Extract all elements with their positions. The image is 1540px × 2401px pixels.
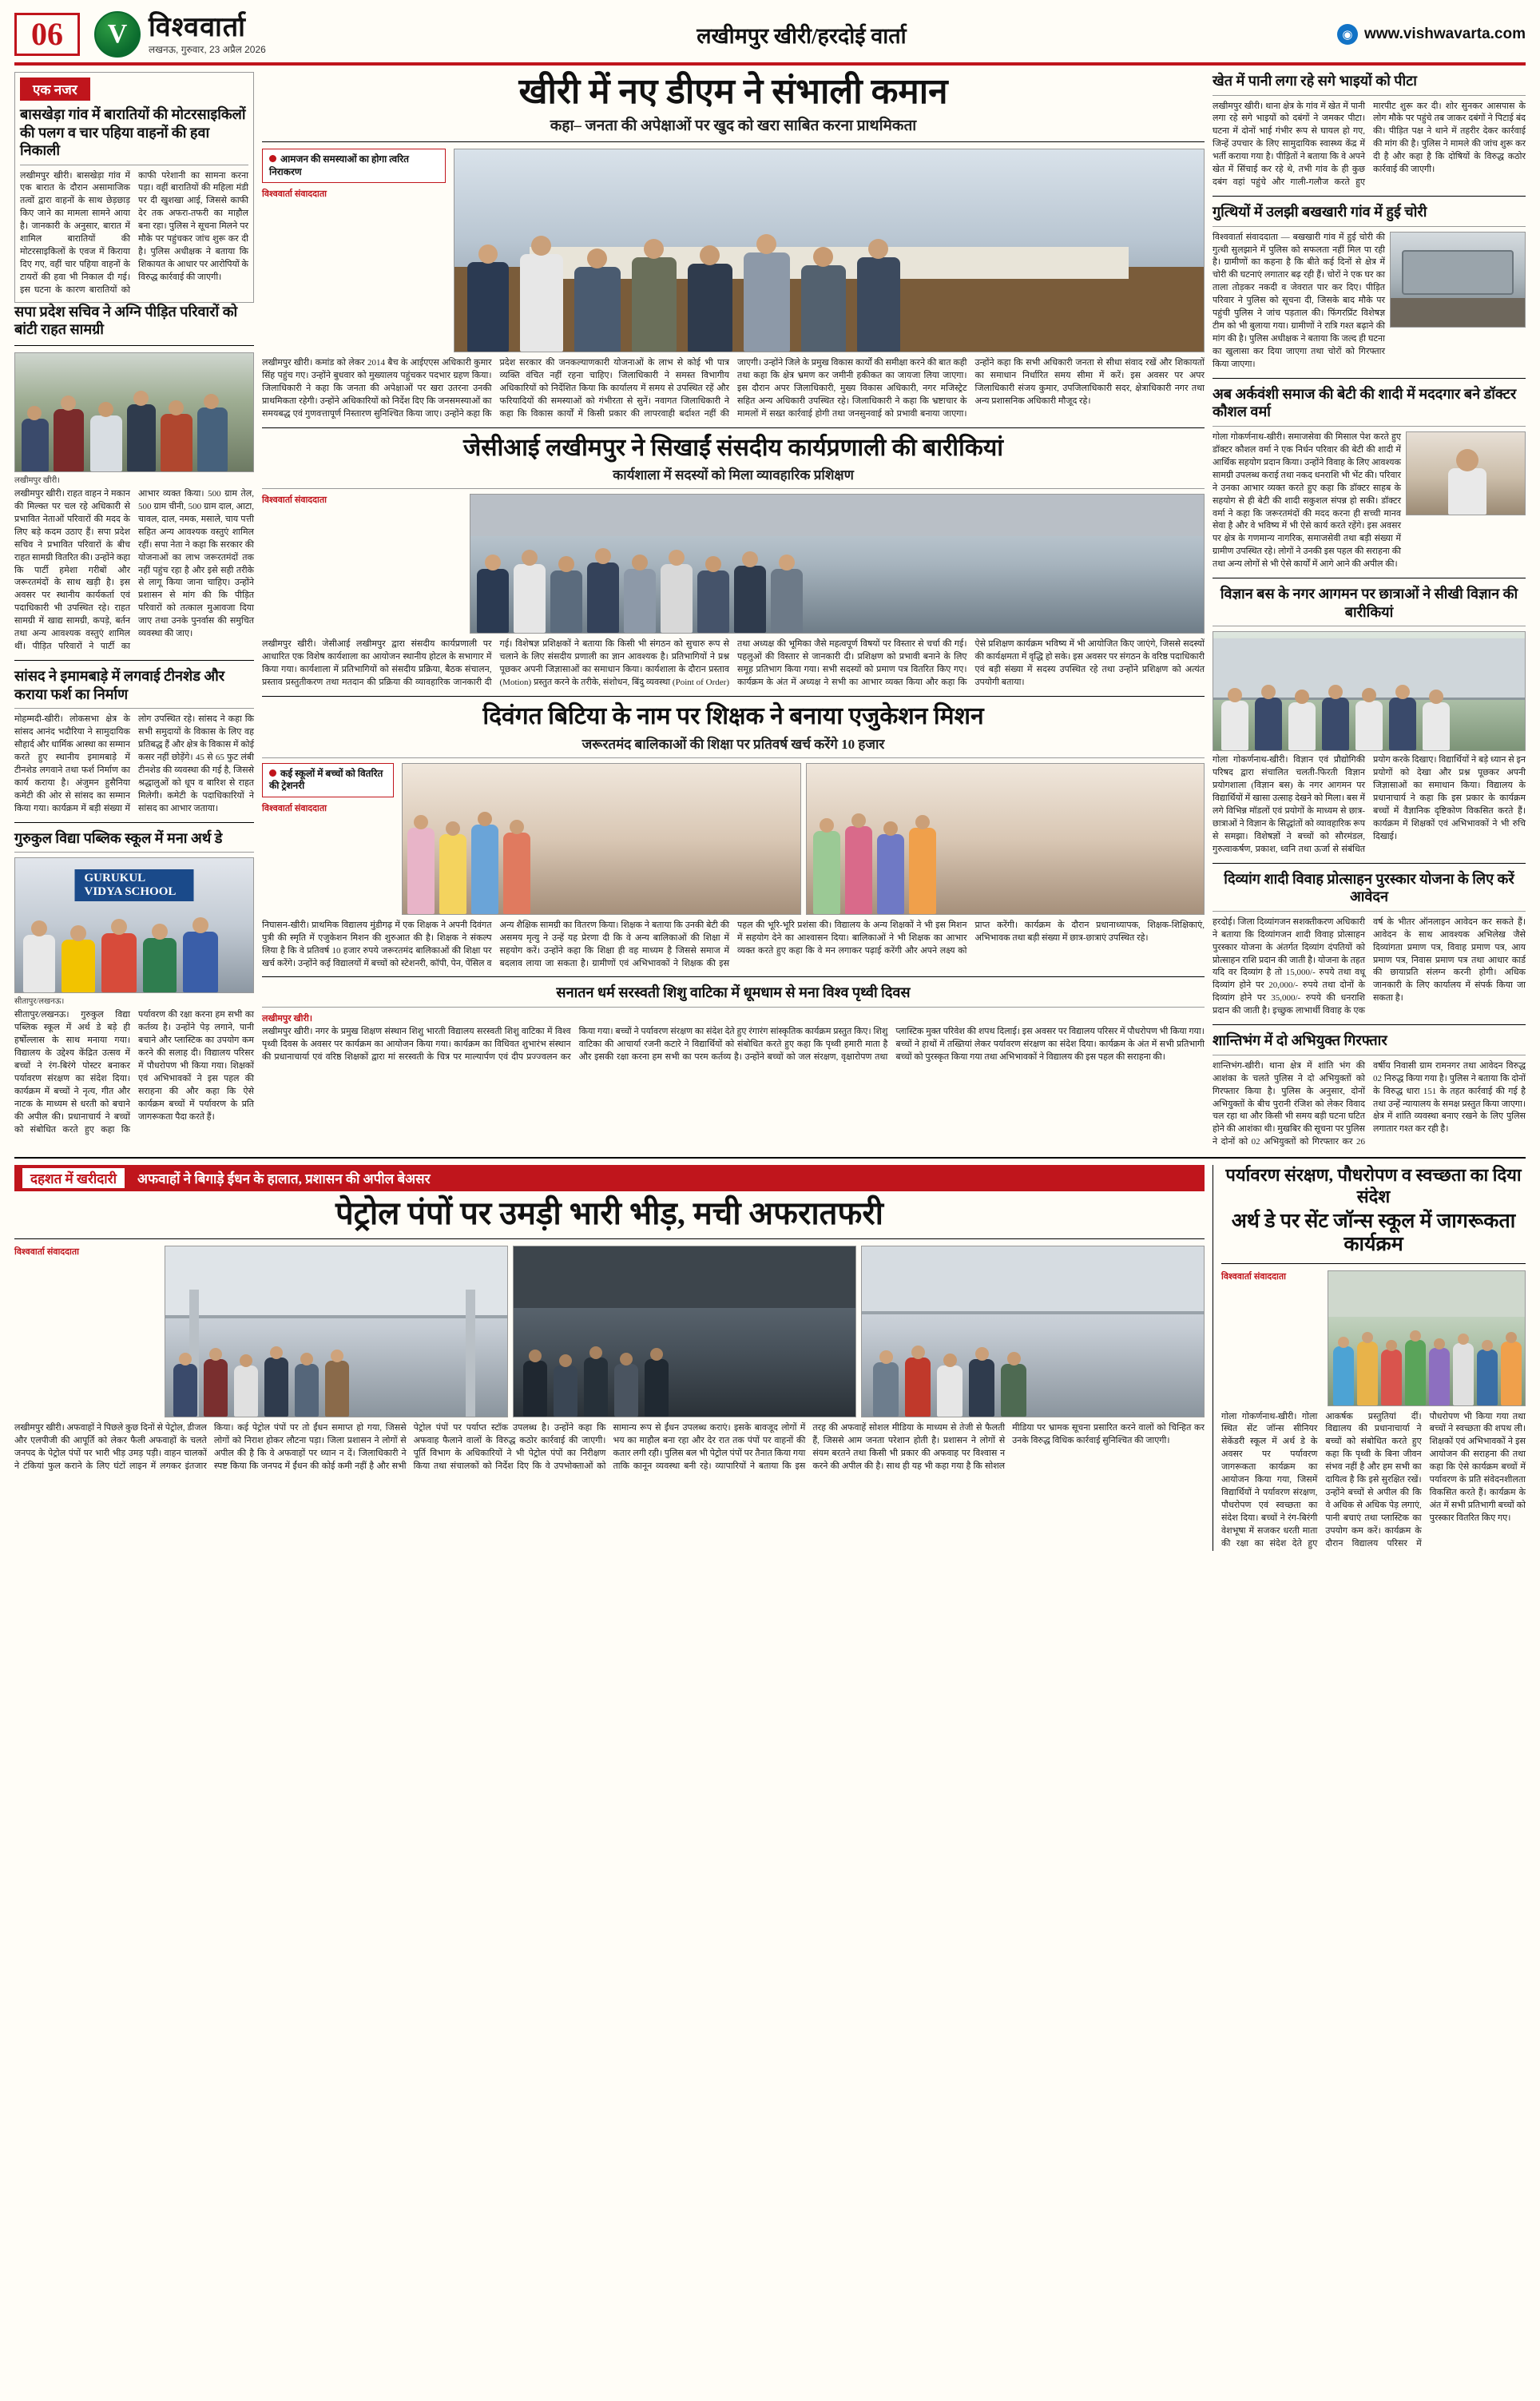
right-s6-body: शान्तिभंग-खीरी। थाना क्षेत्र में शांति भंग की आशंका के चलते पुलिस ने दो अभियुक्तों को गिरफ्तार किया है। पुलिस के अनुसार, दोनों अभियुक्तों के बीच पुरानी रंजिश को लेकर विवाद चल रहा था और किसी भी समय बड़ी घटना घटित होने की आशंका थी। मुखबिर की सूचना पर पुलिस ने दोनों को 02 अभियुक्तों को गिरफ्तार कर 26 वर्षीय निवासी ग्राम रामनगर तथा आवेदन विरुद्ध 02 निरुद्ध किया गया है। पुलिस ने बताया कि दोनों के विरुद्ध धारा 151 के तहत कार्रवाई की गई है तथा उन्हें न्यायालय के समक्ष प्रस्तुत किया जाएगा। क्षेत्र में शांति व्यवस्था बनाए रखने के लिए पुलिस लगातार गश्त कर रही है। — [1213, 1060, 1526, 1147]
left-story2-body: लखीमपुर खीरी। राहत वाहन ने मकान की मिल्क्त पर चल रहे अधिकारी से प्रभावित नेताओं परिवारों की मदद के लिए बड़े कदम उठाए हैं। सपा प्रदेश सचिव ने प्रभावित परिवारों के बीच राहत सामग्री वितरित की। उन्होंने कहा कि पार्टी हमेशा गरीबों और जरूरतमंदों के साथ खड़ी है। इस अवसर पर स्थानीय कार्यकर्ता एवं पदाधिकारी भी उपस्थित रहे। राहत सामग्री में खाद्य सामग्री, कपड़े, बर्तन तथा अन्य आवश्यक वस्तुएं शामिल थीं। पीड़ित परिवारों ने पार्टी का आभार व्यक्त किया। 500 ग्राम तेल, 500 ग्राम चीनी, 500 ग्राम दाल, आटा, चावल, दाल, नमक, मसाले, चाय पत्ती सहित अन्य आवश्यक वस्तुएं शामिल रहीं। सपा नेता ने कहा कि सरकार की योजनाओं का लाभ जरूरतमंदों तक नहीं पहुंच रहा है और इसे सही तरीके से लागू किया जाना चाहिए। उन्होंने प्रशासन से मांग की कि पीड़ित परिवारों को तत्काल मुआवजा दिया जाए तथा उनके पुनर्वास की समुचित व्यवस्था की जाए। — [14, 488, 254, 652]
petrol-banner-tag: दहशत में खरीदारी — [22, 1168, 125, 1188]
relief-distribution-photo — [14, 352, 254, 472]
jci-headline: जेसीआई लखीमपुर ने सिखाईं संसदीय कार्यप्रणाली की बारीकियां — [462, 434, 1004, 461]
ek-nazar-box — [14, 72, 254, 303]
env-byline: विश्ववार्ता संवाददाता — [1221, 1271, 1286, 1282]
petrol-banner-text: अफवाहों ने बिगाड़े ईंधन के हालात, प्रशासन की अपील बेअसर — [137, 1171, 431, 1187]
gurukul-school-photo: GURUKUL VIDYA SCHOOL — [14, 857, 254, 993]
left-story3-body: मोहम्मदी-खीरी। लोकसभा क्षेत्र के सांसद आनंद भदौरिया ने सामुदायिक सौहार्द और धार्मिक आस्था का सम्मान करते हुए स्थानीय इमामबाड़े में टीनशेड लगवाने तथा फर्श निर्माण का कार्य कराया है। अंजुमन हुसैनिया कमेटी की ओर से सांसद का सम्मान किया गया। कार्यक्रम में बड़ी संख्या में लोग उपस्थित रहे। सांसद ने कहा कि सभी समुदायों के विकास के लिए वह प्रतिबद्ध हैं और क्षेत्र के विकास में कोई कसर नहीं छोड़ेंगे। 45 से 65 फुट लंबी टीनशेड की व्यवस्था की गई है, जिससे श्रद्धालुओं को धूप व बारिश से राहत मिलेगी। कमेटी के पदाधिकारियों ने सांसद का आभार जताया। — [14, 714, 254, 813]
earth-day-school-photo — [1328, 1270, 1526, 1406]
masthead — [14, 11, 1526, 66]
petrol-pump-photo-1 — [165, 1246, 508, 1417]
right-s2-body: विश्ववार्ता संवाददाता — बखखारी गांव में हुई चोरी की गुत्थी सुलझाने में पुलिस को सफलता नहीं मिल पा रही है। ग्रामीणों का कहना है कि बीते कई दिनों से क्षेत्र में चोरी की घटनाएं लगातार बढ़ रही हैं। चोरों ने एक घर का ताला तोड़कर नकदी व जेवरात पार कर दिए। पीड़ित परिवार ने पुलिस को सूचना दी, जिसके बाद मौके पर पहुंची पुलिस ने जांच पड़ताल की। फिंगरप्रिंट विशेषज्ञ टीम को भी बुलाया गया। ग्रामीणों ने रात्रि गश्त बढ़ाने की मांग की है। पुलिस अधीक्षक ने बताया कि जल्द ही घटना का खुलासा कर दिया जाएगा तथा चोरों को गिरफ्तार किया जाएगा। — [1213, 232, 1385, 369]
logo-globe-icon: V — [94, 11, 141, 58]
logo-edition-date: लखनऊ, गुरुवार, 23 अप्रैल 2026 — [149, 44, 266, 56]
bottom-section — [14, 1157, 1526, 1551]
petrol-banner — [14, 1165, 1205, 1191]
website-block[interactable] — [1337, 24, 1526, 45]
bullet-dot-icon-2 — [269, 769, 276, 777]
theft-scene-photo — [1390, 232, 1526, 328]
edu-byline: विश्ववार्ता संवाददाता — [262, 803, 327, 813]
left-story3-headline: सांसद ने इमामबाड़े में लगवाई टीनशेड और कराया फर्श का निर्माण — [14, 668, 225, 702]
website-url[interactable]: www.vishwavarta.com — [1363, 26, 1526, 42]
page-number: 06 — [14, 13, 80, 56]
earth-day-shishu-byline: लखीमपुर खीरी। — [262, 1013, 313, 1024]
right-s1-headline: खेत में पानी लगा रहे सगे भाइयों को पीटा — [1213, 73, 1417, 89]
right-s4-headline: विज्ञान बस के नगर आगमन पर छात्राओं ने सीखी विज्ञान की बारीकियां — [1220, 586, 1518, 620]
petrol-pump-photo-2 — [513, 1246, 856, 1417]
right-s2-headline: गुत्थियों में उलझी बखखारी गांव में हुई चोरी — [1213, 204, 1427, 221]
left-lead-headline: बासखेड़ा गांव में बारातियों की मोटरसाइकिलों की पलग व चार पहिया वाहनों की हवा निकाली — [20, 106, 246, 158]
edu-mission-headline: दिवंगत बिटिया के नाम पर शिक्षक ने बनाया एजुकेशन मिशन — [482, 703, 984, 730]
gurukul-photo-caption: सीतापुर/लखनऊ। — [14, 997, 65, 1007]
jci-group-photo — [470, 494, 1205, 634]
newspaper-logo — [94, 11, 266, 58]
science-bus-photo — [1213, 631, 1526, 751]
right-s6-headline: शान्तिभंग में दो अभियुक्त गिरफ्तार — [1213, 1032, 1387, 1049]
edu-mission-body: निघासन-खीरी। प्राथमिक विद्यालय मुंडीगढ़ में एक शिक्षक ने अपनी दिवंगत पुत्री की स्मृति में एजुकेशन मिशन की शुरुआत की है। शिक्षक ने संकल्प लिया है कि वे प्रतिवर्ष 10 हजार रुपये जरूरतमंद बालिकाओं की शिक्षा पर खर्च करेंगे। उन्होंने कई विद्यालयों में बच्चों को स्टेशनरी, कॉपी, पेन, पेंसिल व अन्य शैक्षिक सामग्री का वितरण किया। शिक्षक ने बताया कि उनकी बेटी की असमय मृत्यु ने उन्हें यह प्रेरणा दी कि वे अन्य बालिकाओं की शिक्षा में सहयोग करें। उन्होंने कहा कि शिक्षा ही वह माध्यम है जिससे समाज में बदलाव लाया जा सकता है। ग्रामीणों एवं अभिभावकों ने शिक्षक की इस पहल की भूरि-भूरि प्रशंसा की। विद्यालय के अन्य शिक्षकों ने भी इस मिशन में सहयोग देने का आश्वासन दिया। बालिकाओं ने भी शिक्षक का आभार व्यक्त करते हुए कहा कि वे मन लगाकर पढ़ाई करेंगी और अपने लक्ष्य को प्राप्त करेंगी। कार्यक्रम के दौरान प्रधानाध्यापक, शिक्षक-शिक्षिकाएं, अभिभावक तथा बड़ी संख्या में छात्र-छात्राएं उपस्थित रहे। — [262, 920, 1205, 968]
petrol-pump-photo-3 — [861, 1246, 1205, 1417]
main-headline: खीरी में नए डीएम ने संभाली कमान — [518, 72, 948, 111]
right-s5-body: हरदोई। जिला दिव्यांगजन सशक्तीकरण अधिकारी ने बताया कि दिव्यांगजन शादी विवाह प्रोत्साहन पुरस्कार योजना के अंतर्गत दिव्यांग दंपतियों को प्रोत्साहन राशि प्रदान की जाती है। योजना के तहत यदि वर दिव्यांग है तो 15,000/- रुपये तथा वधू दिव्यांग होने पर 20,000/- रुपये तथा दोनों के दिव्यांग होने पर 35,000/- रुपये की धनराशि प्रदान की जाती है। इच्छुक लाभार्थी विवाह के एक वर्ष के भीतर ऑनलाइन आवेदन कर सकते हैं। आवेदन के साथ आवश्यक अभिलेख जैसे दिव्यांगता प्रमाण पत्र, विवाह प्रमाण पत्र, आय प्रमाण पत्र, निवास प्रमाण पत्र तथा आधार कार्ड की छायाप्रति संलग्न करनी होगी। अधिक जानकारी के लिए कार्यालय में संपर्क किया जा सकता है। — [1213, 916, 1526, 1016]
right-s5-headline: दिव्यांग शादी विवाह प्रोत्साहन पुरस्कार योजना के लिए करें आवेदन — [1224, 870, 1514, 905]
main-bullet-text: आमजन की समस्याओं का होगा त्वरित निराकरण — [269, 153, 409, 177]
left-lead-body: लखीमपुर खीरी। बासखेड़ा गांव में एक बारात के दौरान असामाजिक तत्वों द्वारा वाहनों के साथ छेड़छाड़ किए जाने का मामला सामने आया है। जानकारी के अनुसार, बारात में शामिल बारातियों की मोटरसाइकिलों के एवज में किराया दिए गए, वहीं चार पहिया वाहनों के टायरों की हवा भी निकाल दी गई। इस घटना के कारण बारातियों को काफी परेशानी का सामना करना पड़ा। वहीं बारातियों की महिला मंडी पर दी खुशखा आई, जिससे काफी देर तक अफरा-तफरी का माहौल बना रहा। पुलिस ने सूचना मिलने पर मौके पर पहुंचकर जांच शुरू कर दी है। पुलिस अधीक्षक ने बताया कि शिकायत के आधार पर आरोपियों के विरुद्ध कार्रवाई की जाएगी। — [20, 170, 248, 295]
relief-photo-caption: लखीमपुर खीरी। — [14, 475, 61, 485]
top-section — [14, 72, 1526, 1149]
right-column — [1213, 72, 1526, 1149]
stationery-distribution-photo-1 — [402, 763, 801, 915]
env-body: गोला गोकर्णनाथ-खीरी। गोला स्थित सेंट जॉन्स सीनियर सेकेंडरी स्कूल में अर्थ डे के अवसर पर पर्यावरण जागरूकता कार्यक्रम का आयोजन किया गया, जिसमें विद्यार्थियों ने पर्यावरण संरक्षण, पौधरोपण एवं स्वच्छता का संदेश दिया। बच्चों ने रंग-बिरंगी वेशभूषा में सजकर धरती माता की रक्षा का संदेश देते हुए आकर्षक प्रस्तुतियां दीं। विद्यालय की प्रधानाचार्या ने बच्चों को संबोधित करते हुए कहा कि पृथ्वी के बिना जीवन संभव नहीं है और हम सभी का दायित्व है कि इसे सुरक्षित रखें। उन्होंने बच्चों से अपील की कि वे अधिक से अधिक पेड़ लगाएं, पानी बचाएं तथा प्लास्टिक का उपयोग कम करें। कार्यक्रम के दौरान विद्यालय परिसर में पौधरोपण भी किया गया तथा बच्चों ने स्वच्छता की शपथ ली। शिक्षकों एवं अभिभावकों ने इस आयोजन की सराहना की तथा कहा कि ऐसे कार्यक्रम बच्चों में पर्यावरण के प्रति संवेदनशीलता विकसित करते हैं। कार्यक्रम के अंत में सभी प्रतिभागी बच्चों को पुरस्कार वितरित किए गए। — [1221, 1411, 1526, 1548]
env-banner-text: पर्यावरण संरक्षण, पौधरोपण व स्वच्छता का दिया संदेश — [1225, 1165, 1522, 1206]
right-s3-body: गोला गोकर्णनाथ-खीरी। समाजसेवा की मिसाल पेश करते हुए डॉक्टर कौशल वर्मा ने एक निर्धन परिवार की बेटी की शादी में आर्थिक सहयोग प्रदान किया। उन्होंने विवाह के लिए आवश्यक सामग्री उपलब्ध कराई तथा नकद धनराशि भी भेंट की। परिवार ने उनका आभार व्यक्त करते हुए कहा कि डॉक्टर साहब के सहयोग से ही बेटी की शादी सकुशल संपन्न हो सकी। डॉक्टर वर्मा ने कहा कि जरूरतमंदों की मदद करना ही सच्ची मानव सेवा है और वे भविष्य में भी ऐसे कार्य करते रहेंगे। इस अवसर पर क्षेत्र के गणमान्य नागरिक, समाजसेवी तथा बड़ी संख्या में ग्रामीण उपस्थित रहे। लोगों ने उनकी इस पहल की सराहना की तथा अन्य लोगों से भी ऐसे कार्यों में आगे आने की अपील की। — [1213, 431, 1401, 570]
globe-icon: ◉ — [1337, 24, 1358, 45]
petrol-byline: विश्ववार्ता संवाददाता — [14, 1247, 79, 1258]
right-s1-body: लखीमपुर खीरी। थाना क्षेत्र के गांव में खेत में पानी लगा रहे सगे भाइयों को दबंगों ने जमकर पीटा। घटना में दोनों भाई गंभीर रूप से घायल हो गए, जिन्हें उपचार के लिए सामुदायिक स्वास्थ्य केंद्र में भर्ती कराया गया है। पीड़ितों ने बताया कि वे अपने खेत में सिंचाई कर रहे थे, तभी गांव के ही कुछ दबंग वहां पहुंचे और गाली-गलौज करते हुए मारपीट शुरू कर दी। शोर सुनकर आसपास के लोग मौके पर पहुंचे तब जाकर दबंगों ने पिटाई बंद की। पीड़ित पक्ष ने थाने में तहरीर देकर कार्रवाई की मांग की है। पुलिस ने मामले की जांच शुरू कर दी है और कहा है कि दोषियों के विरुद्ध कठोर कार्रवाई की जाएगी। — [1213, 101, 1526, 188]
environment-story — [1213, 1165, 1526, 1551]
bullet-dot-icon — [269, 155, 276, 162]
earth-day-shishu-body: लखीमपुर खीरी। नगर के प्रमुख शिक्षण संस्थान शिशु भारती विद्यालय सरस्वती शिशु वाटिका में विश्व पृथ्वी दिवस के अवसर पर कार्यक्रम का आयोजन किया गया। कार्यक्रम का विधिवत शुभारंभ संस्थान की प्रधानाचार्या एवं वरिष्ठ शिक्षकों द्वारा मां सरस्वती के चित्र पर माल्यार्पण एवं दीप प्रज्ज्वलन कर किया गया। बच्चों ने पर्यावरण संरक्षण का संदेश देते हुए रंगारंग सांस्कृतिक कार्यक्रम प्रस्तुत किए। शिशु वाटिका की आचार्या रजनी कटारे ने विद्यार्थियों को संबोधित करते हुए कहा कि पृथ्वी हमारी माता है और इसकी रक्षा करना हम सभी का परम कर्तव्य है। उन्होंने बच्चों को जल संरक्षण, वृक्षारोपण तथा प्लास्टिक मुक्त परिवेश की शपथ दिलाई। इस अवसर पर विद्यालय परिसर में पौधरोपण भी किया गया। बच्चों ने हाथों में तख्तियां लेकर पर्यावरण संरक्षण का संदेश दिया। कार्यक्रम के अंत में सभी प्रतिभागी बच्चों को पुरस्कृत किया गया तथा अभिभावकों ने विद्यालय की इस पहल की सराहना की। — [262, 1026, 1205, 1062]
right-s4-body: गोला गोकर्णनाथ-खीरी। विज्ञान एवं प्रौद्योगिकी परिषद द्वारा संचालित चलती-फिरती विज्ञान प्रयोगशाला (विज्ञान बस) के नगर आगमन पर विद्यार्थियों में खासा उत्साह देखने को मिला। बस में लगे विभिन्न मॉडलों एवं प्रयोगों के माध्यम से छात्र-छात्राओं ने विज्ञान के सिद्धांतों को व्यावहारिक रूप से समझा। विशेषज्ञों ने बच्चों को सौरमंडल, गुरुत्वाकर्षण, प्रकाश, ध्वनि तथा ऊर्जा से संबंधित प्रयोग करके दिखाए। विद्यार्थियों ने बड़े ध्यान से इन प्रयोगों को देखा और प्रश्न पूछकर अपनी जिज्ञासाओं का समाधान किया। विद्यालय के प्रधानाचार्य ने कहा कि इस प्रकार के कार्यक्रम बच्चों में वैज्ञानिक दृष्टिकोण विकसित करते हैं। कार्यक्रम में शिक्षकों एवं अभिभावकों ने भी रुचि दिखाई। — [1213, 755, 1526, 854]
left-column — [14, 72, 254, 1149]
left-story2-headline: सपा प्रदेश सचिव ने अग्नि पीड़ित परिवारों को बांटी राहत सामग्री — [14, 303, 238, 338]
edition-title: लखीमपुर खीरी/हरदोई वार्ता — [697, 23, 907, 48]
dm-charge-photo — [454, 149, 1205, 352]
petrol-headline: पेट्रोल पंपों पर उमड़ी भारी भीड़, मची अफरातफरी — [335, 1195, 884, 1232]
env-headline: अर्थ डे पर सेंट जॉन्स स्कूल में जागरूकता कार्यक्रम — [1231, 1210, 1516, 1255]
doctor-portrait-photo — [1406, 431, 1526, 515]
main-body: लखीमपुर खीरी। कमांड को लेकर 2014 बैच के आईएएस अधिकारी कुमार सिंह पहुंच गए। उन्होंने बुधवार को मुख्यालय पहुंचकर पदभार ग्रहण किया। जिलाधिकारी ने कहा कि जनता की अपेक्षाओं पर खरा उतरना उनकी प्राथमिकता रहेगी। उन्होंने अधिकारियों को निर्देश दिए कि जनसमस्याओं का समयबद्ध एवं गुणवत्तापूर्ण निस्तारण सुनिश्चित किया जाए। उन्होंने कहा कि प्रदेश सरकार की जनकल्याणकारी योजनाओं के लाभ से कोई भी पात्र व्यक्ति वंचित नहीं रहना चाहिए। जिलाधिकारी ने समस्त विभागीय अधिकारियों को निर्देशित किया कि कार्यालय में समय से उपस्थित रहें और फरियादियों की समस्याओं को गंभीरता से सुनें। नवागत जिलाधिकारी ने कहा कि विकास कार्यों में किसी प्रकार की लापरवाही बर्दाश्त नहीं की जाएगी। उन्होंने जिले के प्रमुख विकास कार्यों की समीक्षा करने की बात कही तथा कहा कि क्षेत्र भ्रमण कर जमीनी हकीकत का जायजा लिया जाएगा। इस दौरान अपर जिलाधिकारी, मुख्य विकास अधिकारी, नगर मजिस्ट्रेट सहित अन्य अधिकारी उपस्थित रहे। जिलाधिकारी ने कहा कि भ्रष्टाचार के मामलों में सख्त कार्रवाई होगी तथा जनसुनवाई को प्रभावी बनाया जाएगा। उन्होंने कहा कि सभी अधिकारी जनता से सीधा संवाद रखें और शिकायतों का समाधान निर्धारित समय सीमा में करें। इस अवसर पर अपर जिलाधिकारी संजय कुमार, उपजिलाधिकारी सदर, क्षेत्राधिकारी नगर तथा अन्य प्रशासनिक अधिकारी मौजूद रहे। — [262, 358, 1205, 419]
left-story4-body: सीतापुर/लखनऊ। गुरुकुल विद्या पब्लिक स्कूल में अर्थ डे बड़े ही हर्षोल्लास के साथ मनाया गया। विद्यालय के उद्देश्य केंद्रित उत्सव में बच्चों ने रंग-बिरंगे पोस्टर बनाकर पर्यावरण संरक्षण का संदेश दिया। कार्यक्रम में बच्चों ने नृत्य, गीत और नाटक के माध्यम से धरती को बचाने की अपील की। प्रधानाचार्य ने बच्चों को संबोधित करते हुए कहा कि पर्यावरण की रक्षा करना हम सभी का कर्तव्य है। उन्होंने पेड़ लगाने, पानी बचाने और प्लास्टिक का उपयोग कम करने की सलाह दी। विद्यालय परिसर में पौधरोपण भी किया गया। शिक्षकों एवं अभिभावकों ने इस पहल की सराहना की और कहा कि ऐसे कार्यक्रम बच्चों में पर्यावरण के प्रति जागरूकता पैदा करते हैं। — [14, 1010, 254, 1135]
earth-day-shishu-headline: सनातन धर्म सरस्वती शिशु वाटिका में धूमधाम से मना विश्व पृथ्वी दिवस — [556, 984, 911, 1001]
jci-subheadline: कार्यशाला में सदस्यों को मिला व्यावहारिक प्रशिक्षण — [613, 467, 854, 483]
logo-title: विश्ववार्ता — [149, 13, 246, 43]
main-subheadline: कहा– जनता की अपेक्षाओं पर खुद को खरा साबित करना प्राथमिकता — [550, 117, 917, 135]
edu-bullet-text: कई स्कूलों में बच्चों को वितरित की ट्रेशनरी — [269, 767, 383, 792]
edu-mission-subheadline: जरूरतमंद बालिकाओं की शिक्षा पर प्रतिवर्ष खर्च करेंगे 10 हजार — [581, 736, 885, 752]
right-s3-headline: अब अर्कवंशी समाज की बेटी की शादी में मददगार बने डॉक्टर कौशल वर्मा — [1213, 385, 1517, 420]
petrol-story — [14, 1165, 1205, 1551]
edu-bullet-box — [262, 763, 394, 797]
ek-nazar-ribbon: एक नजर — [20, 78, 90, 101]
jci-byline: विश्ववार्ता संवाददाता — [262, 495, 327, 506]
main-byline: विश्ववार्ता संवाददाता — [262, 189, 327, 200]
left-story4-headline: गुरुकुल विद्या पब्लिक स्कूल में मना अर्थ डे — [14, 829, 223, 846]
jci-body: लखीमपुर खीरी। जेसीआई लखीमपुर द्वारा संसदीय कार्यप्रणाली पर आधारित एक विशेष कार्यशाला का आयोजन स्थानीय होटल के सभागार में किया गया। कार्यशाला में प्रतिभागियों को संसदीय प्रक्रिया, बैठक संचालन, प्रस्ताव प्रस्तुतीकरण तथा मतदान की प्रक्रिया की व्यावहारिक जानकारी दी गई। विशेषज्ञ प्रशिक्षकों ने बताया कि किसी भी संगठन को सुचारु रूप से चलाने के लिए संसदीय प्रणाली का ज्ञान आवश्यक है। प्रतिभागियों ने प्रश्न पूछकर अपनी जिज्ञासाओं का समाधान किया। कार्यशाला के दौरान प्रस्ताव (Motion) प्रस्तुत करने के तरीके, संशोधन, बिंदु व्यवस्था (Point of Order) तथा अध्यक्ष की भूमिका जैसे महत्वपूर्ण विषयों पर विस्तार से चर्चा की गई। पहलुओं की विस्तार से जानकारी दी। प्रशिक्षण को प्रभावी बनाने के लिए समूह प्रतिभाग किया गया। सभी सदस्यों को प्रमाण पत्र वितरित किए गए। कार्यक्रम के अंत में अध्यक्ष ने सभी का आभार व्यक्त किया और कहा कि ऐसे प्रशिक्षण कार्यक्रम भविष्य में भी आयोजित किए जाएंगे, जिससे सदस्यों की कार्यक्षमता में वृद्धि हो सके। इस अवसर पर संगठन के वरिष्ठ पदाधिकारी एवं बड़ी संख्या में सदस्य उपस्थित रहे तथा उन्होंने प्रशिक्षण को अत्यंत उपयोगी बताया। — [262, 639, 1205, 688]
main-bullet-box — [262, 149, 446, 183]
stationery-distribution-photo-2 — [806, 763, 1205, 915]
middle-column — [262, 72, 1205, 1149]
petrol-body: लखीमपुर खीरी। अफवाहों ने पिछले कुछ दिनों से पेट्रोल, डीजल और एलपीजी की आपूर्ति को लेकर फैली अफवाहों के चलते जनपद के पेट्रोल पंपों पर भारी भीड़ उमड़ पड़ी। वाहन चालकों ने टंकियां फुल कराने के लिए घंटों लाइन में लगकर इंतजार किया। कई पेट्रोल पंपों पर तो ईंधन समाप्त हो गया, जिससे लोगों को निराश होकर लौटना पड़ा। जिला प्रशासन ने लोगों से अपील की है कि वे अफवाहों पर ध्यान न दें। जिलाधिकारी ने स्पष्ट किया कि जनपद में ईंधन की कोई कमी नहीं है और सभी पेट्रोल पंपों पर पर्याप्त स्टॉक उपलब्ध है। उन्होंने कहा कि अफवाह फैलाने वालों के विरुद्ध कठोर कार्रवाई की जाएगी। पूर्ति विभाग के अधिकारियों ने भी पेट्रोल पंपों का निरीक्षण किया तथा संचालकों को निर्देश दिए कि वे उपभोक्ताओं को सामान्य रूप से ईंधन उपलब्ध कराएं। इसके बावजूद लोगों में भय का माहौल बना रहा और देर रात तक पंपों पर वाहनों की कतार लगी रही। पुलिस बल भी पेट्रोल पंपों पर तैनात किया गया ताकि कानून व्यवस्था बनी रहे। व्यापारियों ने बताया कि इस तरह की अफवाहें सोशल मीडिया के माध्यम से तेजी से फैलती हैं, जिससे आम जनता परेशान होती है। प्रशासन ने लोगों से संयम बरतने तथा किसी भी प्रकार की अफवाह पर विश्वास न करने की अपील की है। साथ ही यह भी कहा गया है कि सोशल मीडिया पर भ्रामक सूचना प्रसारित करने वालों को चिन्हित कर उनके विरुद्ध विधिक कार्रवाई सुनिश्चित की जाएगी। — [14, 1423, 1205, 1471]
